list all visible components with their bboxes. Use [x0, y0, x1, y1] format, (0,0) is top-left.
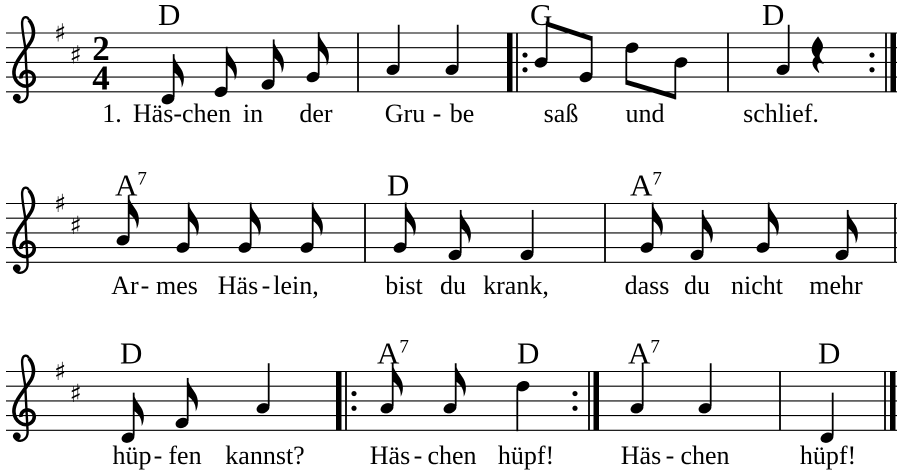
lyric-syllable: dass: [624, 271, 670, 300]
lyric-syllable: 1.: [102, 99, 122, 128]
eighth-flag: [848, 210, 858, 244]
lyric-syllable: chen: [427, 441, 477, 470]
time-signature-denominator: 4: [92, 58, 110, 98]
lyric-syllable: chen: [680, 441, 730, 470]
system-1: [6, 0, 897, 128]
chord-symbol: D: [158, 0, 181, 32]
repeat-dot: [351, 406, 356, 411]
lyric-syllable: mes: [156, 271, 198, 300]
beam: [547, 21, 592, 41]
lyric-syllable: in: [242, 99, 264, 128]
note-G4-eighth: [305, 32, 329, 84]
clef-blob: [13, 94, 21, 102]
lyric-syllable: du: [684, 271, 710, 300]
eighth-flag: [174, 54, 184, 88]
lyric-syllable: nicht: [731, 271, 783, 300]
lyric-syllable: und: [625, 99, 665, 128]
lyric-syllable: -: [432, 99, 442, 128]
eighth-flag: [406, 203, 416, 237]
chord-symbol: D: [762, 0, 785, 32]
lyric-syllable: Ar: [111, 271, 139, 300]
chord-symbol: D: [517, 335, 540, 371]
lyric-syllable: Häs-chen: [132, 99, 232, 128]
system-3: [6, 336, 897, 471]
chord-symbol: G: [530, 0, 553, 32]
chord-symbol: D: [387, 167, 410, 203]
lyric-syllable: bist: [385, 271, 423, 300]
lyric-syllable: Häs: [217, 271, 259, 300]
lyric-syllable: be: [449, 99, 475, 128]
eighth-flag: [653, 203, 663, 237]
lyric-syllable: krank,: [483, 271, 549, 300]
lyric-syllable: schlief.: [743, 99, 819, 128]
eighth-flag: [227, 47, 237, 81]
note-G4-eighth: [755, 203, 779, 255]
repeat-dot: [869, 52, 874, 57]
clef-blob: [13, 432, 21, 440]
chord-symbol: $A^7$: [377, 335, 409, 371]
chord-symbol: D: [818, 335, 841, 371]
eighth-flag: [134, 393, 144, 427]
thick-bar: [891, 33, 897, 92]
lyric-syllable: hüpf!: [497, 441, 555, 470]
repeat-dot: [351, 391, 356, 396]
lyric-syllable: fen: [168, 441, 202, 470]
lyric-syllable: Häs: [369, 441, 411, 470]
key-sharp-icon: ♯: [53, 18, 67, 48]
key-sharp-icon: ♯: [53, 189, 67, 218]
repeat-dot: [522, 67, 527, 72]
chord-symbol: D: [120, 335, 143, 371]
eighth-flag: [456, 363, 466, 397]
lyric-syllable: -: [665, 441, 675, 470]
chord-symbol: $A^7$: [628, 335, 660, 371]
repeat-dot: [522, 52, 527, 57]
quarter-rest-icon: [812, 37, 823, 73]
eighth-flag: [188, 378, 198, 412]
clef-spiral: [14, 359, 34, 425]
lyric-syllable: hüpf!: [799, 441, 857, 470]
eighth-flag: [313, 203, 323, 237]
clef-spiral: [14, 191, 34, 257]
thick-bar: [890, 372, 896, 431]
eighth-flag: [274, 39, 284, 72]
treble-clef-icon: [13, 356, 34, 441]
thick-bar: [507, 33, 513, 92]
eighth-flag: [189, 203, 199, 237]
eighth-flag: [461, 210, 471, 244]
beam: [626, 80, 675, 100]
chord-symbol: $A^7$: [630, 167, 662, 203]
note-G4-eighth: [392, 203, 416, 255]
thick-bar: [594, 372, 600, 431]
lyric-syllable: du: [440, 271, 466, 300]
repeat-dot: [572, 406, 577, 411]
clef-blob: [13, 264, 21, 272]
treble-clef-icon: [13, 17, 34, 102]
note-G4-eighth: [299, 203, 323, 255]
key-sharp-icon: ♯: [69, 379, 82, 409]
lyric-syllable: der: [299, 99, 333, 128]
key-sharp-icon: ♯: [69, 40, 82, 70]
lyric-syllable: -: [140, 271, 150, 300]
lyric-syllable: -: [413, 441, 423, 470]
lyric-syllable: -: [153, 441, 163, 470]
lyric-syllable: hüp: [112, 441, 152, 470]
repeat-dot: [572, 391, 577, 396]
lyric-syllable: Gru: [384, 99, 426, 128]
note-G4-eighth: [175, 203, 199, 255]
system-2: [6, 168, 897, 301]
note-G4-eighth: [639, 203, 663, 255]
lyric-syllable: mehr: [809, 271, 863, 300]
thick-bar: [336, 372, 342, 431]
eighth-flag: [769, 203, 779, 237]
eighth-flag: [703, 210, 713, 244]
key-sharp-icon: ♯: [53, 357, 67, 386]
key-sharp-icon: ♯: [69, 211, 82, 241]
treble-clef-icon: [13, 188, 34, 273]
repeat-dot: [869, 67, 874, 72]
eighth-flag: [251, 203, 261, 237]
note-D5-quarter: [515, 379, 531, 431]
lyric-syllable: saß: [543, 99, 579, 128]
time-signature-numerator: 2: [92, 29, 110, 68]
lyric-syllable: -: [261, 271, 271, 300]
lyric-syllable: Häs: [620, 441, 662, 470]
eighth-flag: [319, 32, 329, 66]
chord-symbol: $A^7$: [115, 167, 147, 203]
lyric-syllable: lein,: [273, 271, 319, 300]
note-G4-eighth: [237, 203, 261, 255]
clef-spiral: [14, 20, 34, 86]
lyric-syllable: kannst?: [225, 441, 305, 470]
note-E4-eighth: [213, 47, 237, 99]
